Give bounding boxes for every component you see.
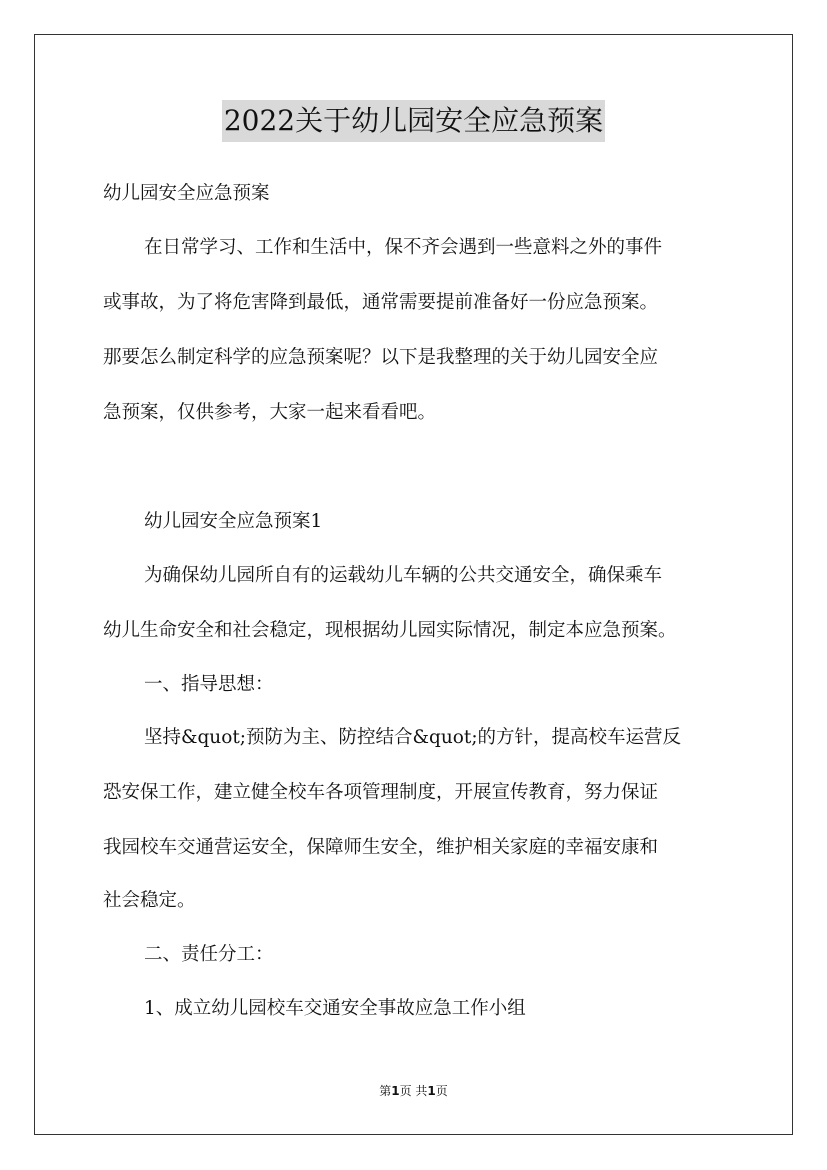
footer-mid: 页 共 — [399, 1084, 428, 1098]
footer-page-total: 1 — [427, 1084, 436, 1098]
paragraph-line: 坚持&quot;预防为主、防控结合&quot;的方针，提高校车运营反 — [144, 727, 682, 748]
paragraph-line: 恐安保工作，建立健全校车各项管理制度，开展宣传教育，努力保证 — [103, 782, 659, 803]
page-footer — [0, 1082, 827, 1100]
paragraph-line: 为确保幼儿园所自有的运载幼儿车辆的公共交通安全，确保乘车 — [144, 565, 663, 586]
footer-suffix: 页 — [435, 1084, 448, 1098]
paragraph-line: 那要怎么制定科学的应急预案呢？以下是我整理的关于幼儿园安全应 — [103, 347, 659, 368]
numbered-heading: 一、指导思想： — [144, 674, 274, 695]
document-title: 2022关于幼儿园安全应急预案 — [222, 100, 605, 142]
paragraph-line: 我园校车交通营运安全，保障师生安全，维护相关家庭的幸福安康和 — [103, 837, 659, 858]
paragraph-line: 在日常学习、工作和生活中，保不齐会遇到一些意料之外的事件 — [144, 237, 663, 258]
numbered-heading: 二、责任分工： — [144, 944, 274, 965]
list-item: 1、成立幼儿园校车交通安全事故应急工作小组 — [144, 998, 526, 1019]
paragraph-line: 社会稳定。 — [103, 890, 196, 911]
paragraph-line: 或事故，为了将危害降到最低，通常需要提前准备好一份应急预案。 — [103, 292, 659, 313]
subsection-heading: 幼儿园安全应急预案1 — [144, 511, 323, 532]
paragraph-line: 幼儿生命安全和社会稳定，现根据幼儿园实际情况，制定本应急预案。 — [103, 620, 677, 641]
footer-page-number: 1 — [391, 1084, 400, 1098]
section-heading: 幼儿园安全应急预案 — [103, 183, 270, 204]
paragraph-line: 急预案，仅供参考，大家一起来看看吧。 — [103, 402, 437, 423]
footer-prefix: 第 — [379, 1084, 392, 1098]
title-container — [0, 100, 827, 142]
